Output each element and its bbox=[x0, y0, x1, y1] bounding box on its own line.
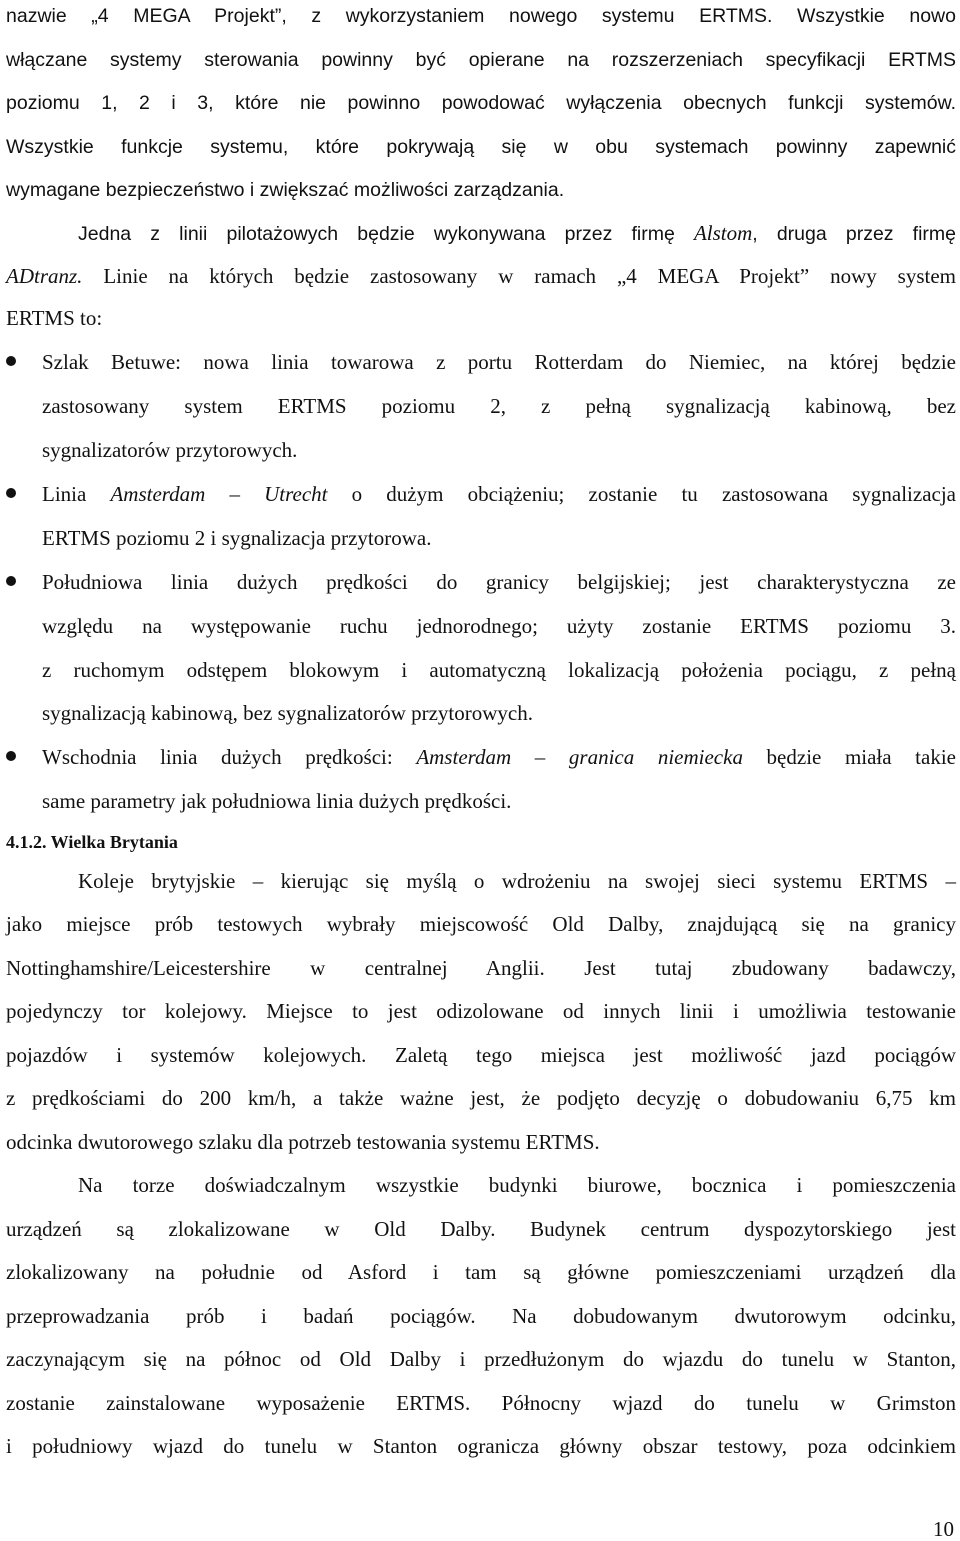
paragraph-line: jako miejsce prób testowych wybrały miejscowość Old Dalby, znajdującą się na granicy bbox=[6, 912, 956, 936]
paragraph-line: zlokalizowany na południe od Asford i tam są główne pomieszczeniami urządzeń dla bbox=[6, 1260, 956, 1284]
paragraph-line: ERTMS to: bbox=[6, 306, 103, 330]
paragraph-line: z prędkościami do 200 km/h, a także ważne jest, że podjęto decyzję o dobudowaniu 6,75 km bbox=[6, 1086, 956, 1110]
text-run: Wschodnia linia dużych prędkości: bbox=[42, 745, 417, 769]
place-name: granica niemiecka bbox=[568, 745, 743, 769]
bullet-dot bbox=[6, 576, 16, 586]
bullet-line: Południowa linia dużych prędkości do granicy belgijskiej; jest charakterystyczna ze bbox=[42, 570, 956, 594]
paragraph-line: pojazdów i systemów kolejowych. Zaletą tego miejsca jest możliwość jazd pociągów bbox=[6, 1043, 956, 1067]
text-run: , druga przez firmę bbox=[752, 223, 957, 245]
paragraph-line: poziomu 1, 2 i 3, które nie powinno powodować wyłączenia obecnych funkcji systemów. bbox=[6, 92, 956, 114]
paragraph-line: odcinka dwutorowego szlaku dla potrzeb testowania systemu ERTMS. bbox=[6, 1130, 600, 1154]
bullet-line: same parametry jak południowa linia dużych prędkości. bbox=[42, 789, 512, 813]
paragraph-line: Wszystkie funkcje systemu, które pokrywają się w obu systemach powinny zapewnić bbox=[6, 136, 956, 158]
paragraph-line: zostanie zainstalowane wyposażenie ERTMS. Północny wjazd do tunelu w Grimston bbox=[6, 1391, 956, 1415]
place-name: Utrecht bbox=[264, 482, 328, 506]
paragraph-line: nazwie „4 MEGA Projekt”, z wykorzystaniem nowego systemu ERTMS. Wszystkie nowo bbox=[6, 5, 956, 27]
bullet-line: Szlak Betuwe: nowa linia towarowa z portu Rotterdam do Niemiec, na której będzie bbox=[42, 350, 956, 374]
text-run: Jedna z linii pilotażowych będzie wykonywana przez firmę bbox=[78, 223, 694, 245]
section-heading: 4.1.2. Wielka Brytania bbox=[6, 832, 178, 852]
bullet-line: sygnalizacją kabinową, bez sygnalizatorów przytorowych. bbox=[42, 701, 533, 725]
bullet-dot bbox=[6, 751, 16, 761]
bullet-line: sygnalizatorów przytorowych. bbox=[42, 438, 298, 462]
bullet-dot bbox=[6, 488, 16, 498]
paragraph-line: urządzeń są zlokalizowane w Old Dalby. Budynek centrum dyspozytorskiego jest bbox=[6, 1217, 956, 1241]
bullet-dot bbox=[6, 356, 16, 366]
paragraph-line: Nottinghamshire/Leicestershire w centralnej Anglii. Jest tutaj zbudowany badawczy, bbox=[6, 956, 956, 980]
bullet-line: z ruchomym odstępem blokowym i automatyczną lokalizacją położenia pociągu, z pełną bbox=[42, 658, 956, 682]
paragraph-line bbox=[6, 263, 956, 289]
paragraph-line: pojedynczy tor kolejowy. Miejsce to jest odizolowane od innych linii i umożliwia testowanie bbox=[6, 999, 956, 1023]
bullet-line bbox=[42, 744, 956, 770]
bullet-line: zastosowany system ERTMS poziomu 2, z pełną sygnalizacją kabinową, bez bbox=[42, 394, 956, 418]
company-name: Alstom bbox=[693, 221, 753, 245]
text-run: Linie na których będzie zastosowany w ramach „4 MEGA Projekt” nowy system bbox=[82, 264, 956, 288]
text-run: Linia bbox=[42, 482, 111, 506]
bullet-line: ERTMS poziomu 2 i sygnalizacja przytorowa. bbox=[42, 526, 432, 550]
paragraph-line: Koleje brytyjskie – kierując się myślą o wdrożeniu na swojej sieci systemu ERTMS – bbox=[78, 869, 956, 893]
paragraph-line: przeprowadzania prób i badań pociągów. Na dobudowanym dwutorowym odcinku, bbox=[6, 1304, 956, 1328]
page-number: 10 bbox=[933, 1517, 954, 1541]
paragraph-line: włączane systemy sterowania powinny być opierane na rozszerzeniach specyfikacji ERTMS bbox=[6, 49, 956, 71]
place-name: Amsterdam bbox=[110, 482, 206, 506]
dash: – bbox=[511, 745, 569, 769]
text-run: będzie miała takie bbox=[742, 745, 956, 769]
paragraph-line: Na torze doświadczalnym wszystkie budynki biurowe, bocznica i pomieszczenia bbox=[78, 1173, 956, 1197]
bullet-line: względu na występowanie ruchu jednorodnego; użyty zostanie ERTMS poziomu 3. bbox=[42, 614, 956, 638]
place-name: Amsterdam bbox=[416, 745, 512, 769]
paragraph-line bbox=[78, 220, 956, 247]
paragraph-line: i południowy wjazd do tunelu w Stanton ogranicza główny obszar testowy, poza odcinkiem bbox=[6, 1434, 956, 1458]
text-run: o dużym obciążeniu; zostanie tu zastosowana sygnalizacja bbox=[327, 482, 956, 506]
bullet-line bbox=[42, 481, 956, 507]
dash: – bbox=[205, 482, 265, 506]
paragraph-line: wymagane bezpieczeństwo i zwiększać możliwości zarządzania. bbox=[6, 179, 565, 201]
company-name: ADtranz. bbox=[6, 264, 83, 288]
paragraph-line: zaczynającym się na północ od Old Dalby i przedłużonym do wjazdu do tunelu w Stanton, bbox=[6, 1347, 956, 1371]
